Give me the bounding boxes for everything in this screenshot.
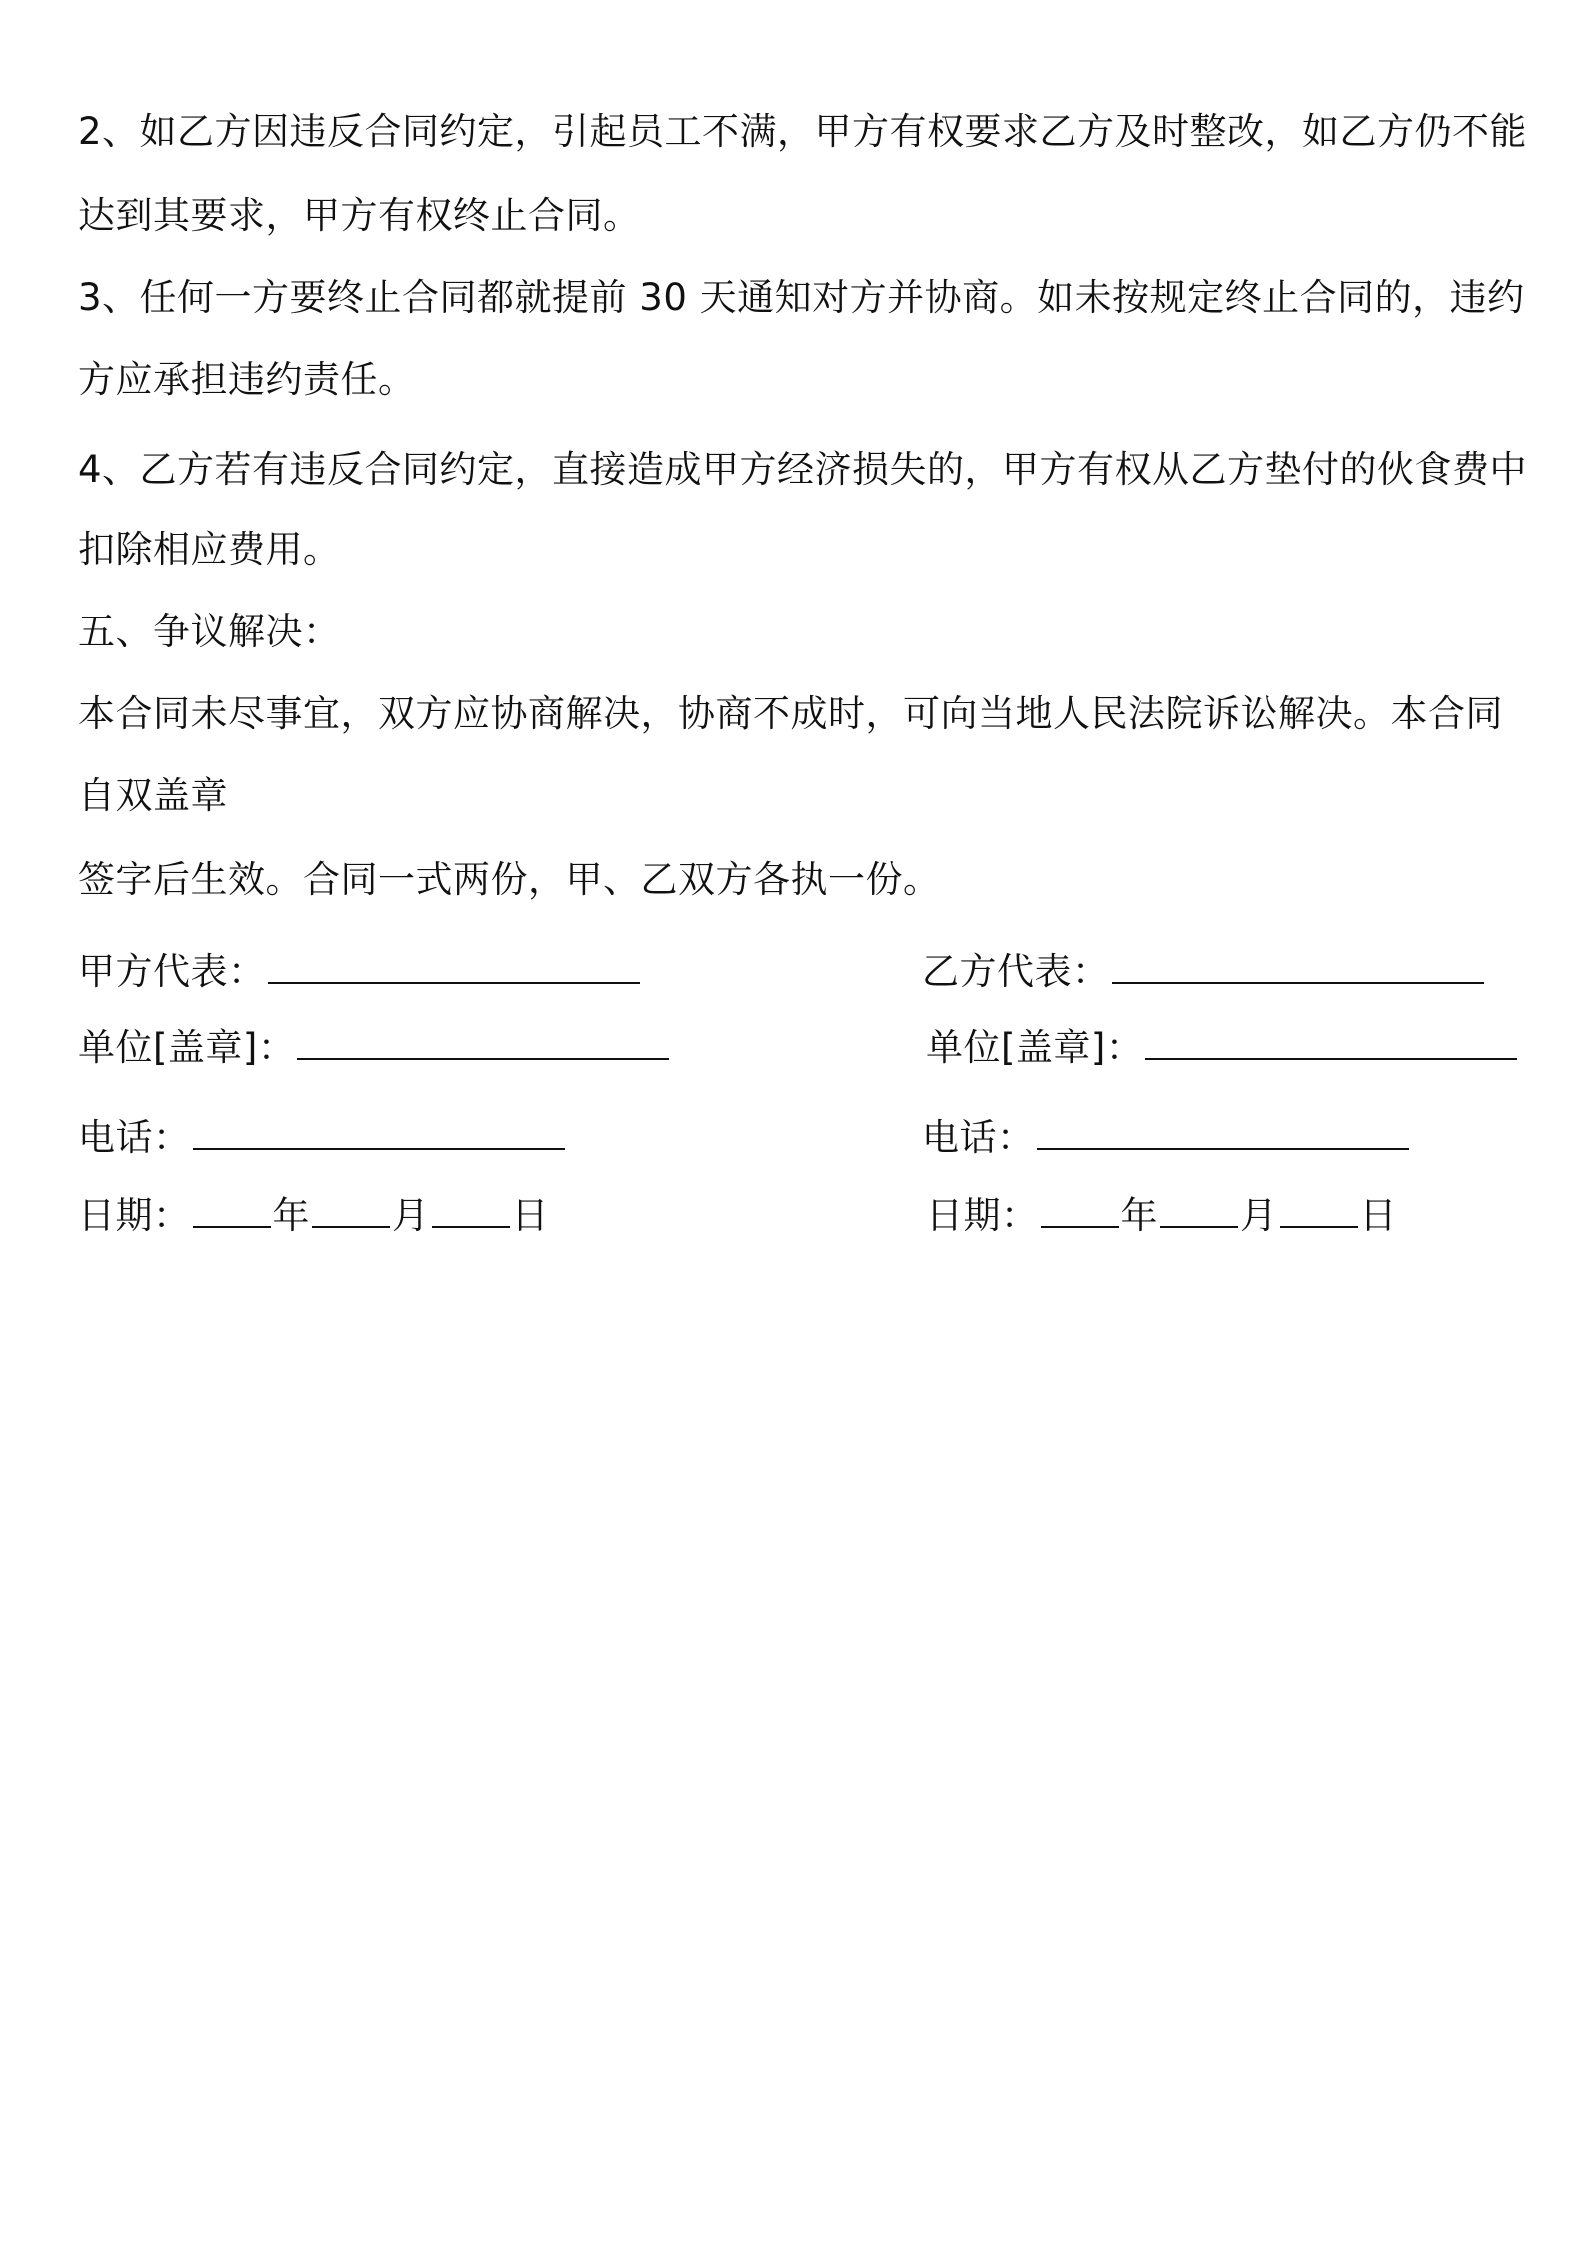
clause-4-line-2: 扣除相应费用。 (78, 528, 341, 571)
dispute-line-2: 自双盖章 (78, 774, 228, 817)
party-a-phone-blank[interactable] (193, 1112, 565, 1150)
party-b-date-label: 日期： (926, 1194, 1039, 1237)
party-a-phone-field (78, 1112, 567, 1162)
party-a-date-label: 日期： (78, 1194, 191, 1237)
party-b-rep-field (922, 946, 1486, 996)
party-b-phone-label: 电话： (922, 1116, 1035, 1159)
party-b-unit-blank[interactable] (1145, 1022, 1517, 1060)
party-b-phone-blank[interactable] (1037, 1112, 1409, 1150)
party-b-unit-field (926, 1022, 1519, 1072)
party-b-year-label: 年 (1120, 1194, 1158, 1237)
party-a-date-field (78, 1190, 549, 1240)
party-a-day-label: 日 (511, 1194, 549, 1237)
party-a-year-label: 年 (272, 1194, 310, 1237)
clause-3-line-2: 方应承担违约责任。 (78, 358, 416, 401)
party-b-unit-label: 单位[盖章]： (926, 1026, 1144, 1069)
party-b-rep-blank[interactable] (1112, 946, 1484, 984)
party-b-rep-label: 乙方代表： (922, 950, 1110, 993)
party-a-rep-blank[interactable] (268, 946, 640, 984)
party-b-month-label: 月 (1240, 1194, 1278, 1237)
party-a-unit-blank[interactable] (297, 1022, 669, 1060)
party-b-date-field (926, 1190, 1397, 1240)
party-a-month-blank[interactable] (312, 1190, 390, 1228)
dispute-line-3: 签字后生效。合同一式两份，甲、乙双方各执一份。 (78, 858, 941, 901)
dispute-line-1: 本合同未尽事宜，双方应协商解决，协商不成时，可向当地人民法院诉讼解决。本合同 (78, 692, 1503, 735)
party-a-rep-label: 甲方代表： (78, 950, 266, 993)
clause-4-line-1: 4、乙方若有违反合同约定，直接造成甲方经济损失的，甲方有权从乙方垫付的伙食费中 (78, 448, 1528, 491)
party-a-phone-label: 电话： (78, 1116, 191, 1159)
party-a-unit-field (78, 1022, 671, 1072)
clause-2-line-2: 达到其要求，甲方有权终止合同。 (78, 194, 641, 237)
party-b-year-blank[interactable] (1041, 1190, 1119, 1228)
clause-3-line-1: 3、任何一方要终止合同都就提前 30 天通知对方并协商。如未按规定终止合同的，违约 (78, 276, 1525, 319)
party-a-unit-label: 单位[盖章]： (78, 1026, 296, 1069)
party-b-day-blank[interactable] (1280, 1190, 1358, 1228)
party-a-day-blank[interactable] (432, 1190, 510, 1228)
party-a-year-blank[interactable] (193, 1190, 271, 1228)
party-a-rep-field (78, 946, 642, 996)
clause-2-line-1: 2、如乙方因违反合同约定，引起员工不满，甲方有权要求乙方及时整改，如乙方仍不能 (78, 110, 1528, 153)
section-heading-dispute: 五、争议解决： (78, 610, 341, 653)
party-b-day-label: 日 (1359, 1194, 1397, 1237)
party-b-month-blank[interactable] (1160, 1190, 1238, 1228)
party-b-phone-field (922, 1112, 1411, 1162)
party-a-month-label: 月 (392, 1194, 430, 1237)
